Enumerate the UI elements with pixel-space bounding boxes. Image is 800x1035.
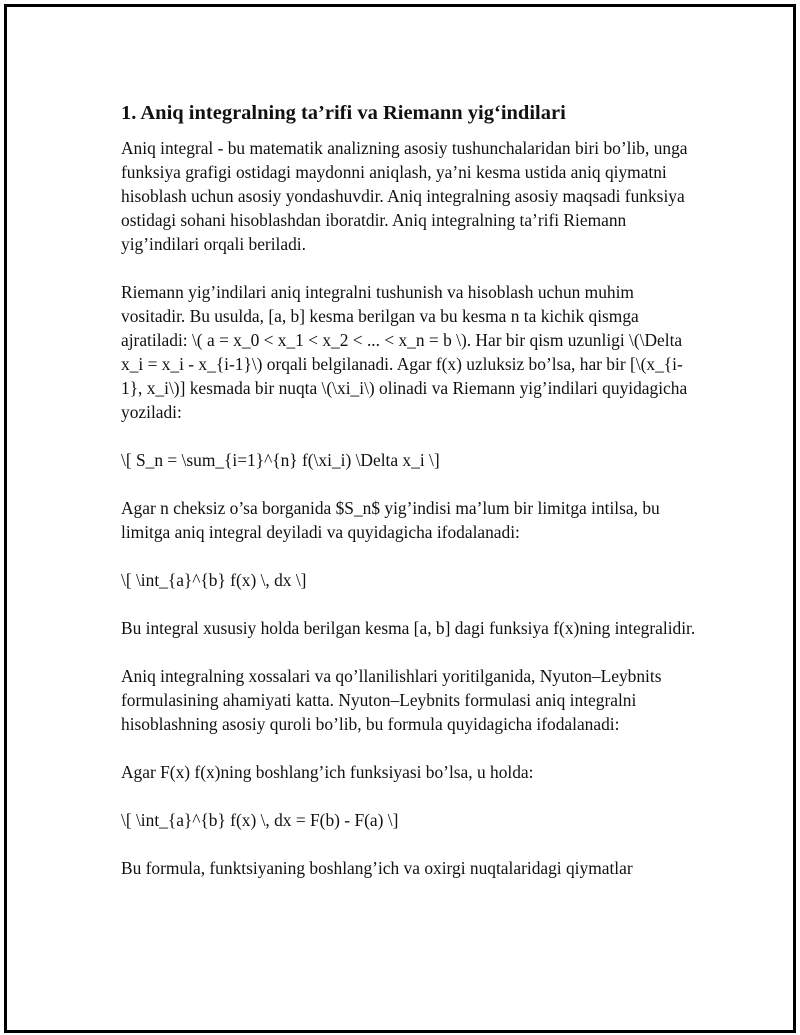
paragraph-newton-leibniz: Aniq integralning xossalari va qo’llanilishlari yoritilganida, Nyuton–Leybnits formulasining ahamiyati katta. Nyuton–Leybnits formulasi aniq integralni hisoblashning asosiy quroli bo’lib, bu formula quyidagicha ifodalanadi:: [121, 666, 662, 734]
formula-definite-integral: \[ \int_{a}^{b} f(x) \, dx \]: [121, 570, 307, 590]
paragraph-riemann-sums: Riemann yig’indilari aniq integralni tushunish va hisoblash uchun muhim vositadir. Bu usulda, [a, b] kesma berilgan va bu kesma n ta kichik qismga ajratiladi: \( a = x_0 < x_1 < x_2 < ... < x_n = b \). Har bir qism uzunligi \(\Delta x_i = x_i - x_{i-1}\) orqali belgilanadi. Agar f(x) uzluksiz bo’lsa, har bir [\(x_{i-1}, x_i\)] kesmada bir nuqta \(\xi_i\) olinadi va Riemann yig’indilari quyidagicha yoziladi:: [121, 282, 688, 422]
paragraph-integral-note: Bu integral xususiy holda berilgan kesma [a, b] dagi funksiya f(x)ning integralidir.: [121, 618, 696, 638]
section-heading: 1. Aniq integralning ta’rifi va Riemann yig‘indilari: [121, 102, 566, 124]
page-frame: [4, 4, 796, 1033]
paragraph-definition: Aniq integral - bu matematik analizning asosiy tushunchalaridan biri bo’lib, unga funksiya grafigi ostidagi maydonni aniqlash, ya’ni kesma ustida aniq qiymatni hisoblash uchun asosiy yondashuvdir. Aniq integralning asosiy maqsadi funksiya ostidagi sohani hisoblashdan iboratdir. Aniq integralning ta’rifi Riemann yig’indilari orqali beriladi.: [121, 138, 688, 254]
paragraph-antiderivative: Agar F(x) f(x)ning boshlang’ich funksiyasi bo’lsa, u holda:: [121, 762, 534, 782]
document-content: [121, 99, 696, 904]
formula-newton-leibniz: \[ \int_{a}^{b} f(x) \, dx = F(b) - F(a) \]: [121, 810, 399, 830]
formula-riemann-sum: \[ S_n = \sum_{i=1}^{n} f(\xi_i) \Delta x_i \]: [121, 450, 440, 470]
paragraph-limit: Agar n cheksiz o’sa borganida $S_n$ yig’indisi ma’lum bir limitga intilsa, bu limitga aniq integral deyiladi va quyidagicha ifodalanadi:: [121, 498, 660, 542]
paragraph-formula-explanation: Bu formula, funktsiyaning boshlang’ich va oxirgi nuqtalaridagi qiymatlar: [121, 858, 633, 878]
